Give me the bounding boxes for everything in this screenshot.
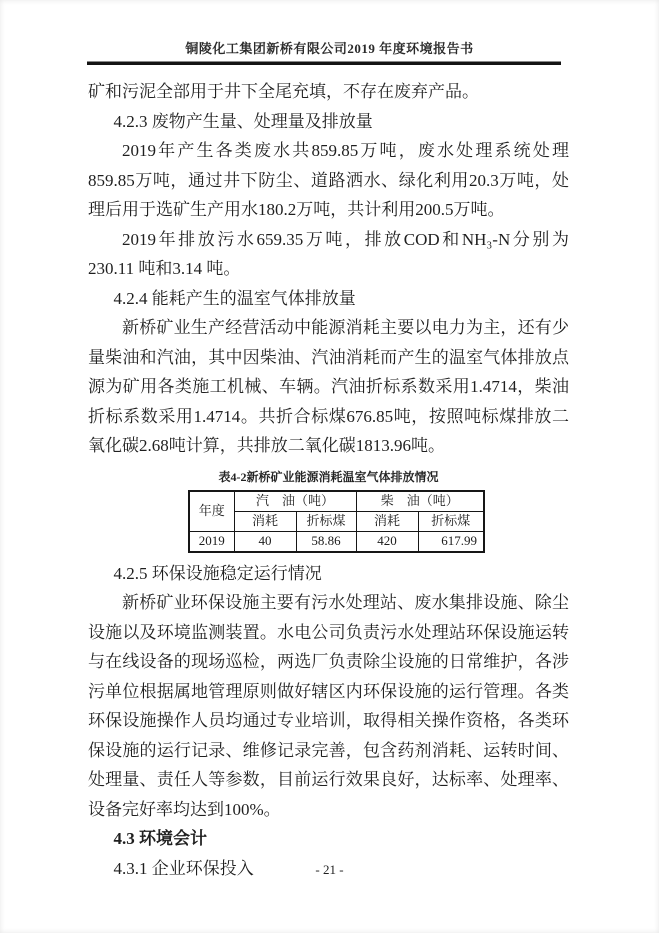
paragraph-facilities: 新桥矿业环保设施主要有污水处理站、废水集排设施、除尘设施以及环境监测装置。水电公司负责污水处理站环保设施运转与在线设备的现场巡检，两选厂负责除尘设施的日常维护，各涉污单位根据属地管理原则做好辖区内环保设施的运行管理。各类环保设施操作人员均通过专业培训，取得相关操作资格，各类环保设施的运行记录、维修记录完善，包含药剂消耗、运转时间、处理量、责任人等参数，目前运行效果良好，达标率、处理率、设备完好率均达到100%。	[88, 593, 569, 819]
cell-gas-coal: 58.86	[296, 531, 356, 552]
table-header-row-subs	[189, 511, 484, 531]
paragraph-discharge: 2019年排放污水659.35万吨，排放COD和NH₃-N分别为230.11 吨和3.14 吨。	[88, 229, 569, 278]
heading-4-2-3: 4.2.3 废物产生量、处理量及排放量	[113, 111, 373, 131]
heading-4-2-4: 4.2.4 能耗产生的温室气体排放量	[113, 288, 356, 308]
paragraph-energy: 新桥矿业生产经营活动中能源消耗主要以电力为主，还有少量柴油和汽油，其中因柴油、汽油消耗而产生的温室气体排放点源为矿用各类施工机械、车辆。汽油折标系数采用1.4714，柴油折标系数采用1.4714。共折合标煤676.85吨，按照吨标煤排放二氧化碳2.68吨计算，共排放二氧化碳1813.96吨。	[88, 318, 569, 455]
cell-diesel-coal: 617.99	[418, 531, 484, 552]
page-header-title: 铜陵化工集团新桥有限公司2019 年度环境报告书	[185, 41, 474, 56]
cell-year: 2019	[189, 531, 234, 552]
table-header-row-groups	[189, 491, 484, 512]
table-4-2-caption: 表4-2新桥矿业能源消耗温室气体排放情况	[218, 469, 439, 484]
table-row	[189, 531, 484, 552]
page-number: - 21 -	[315, 862, 344, 877]
heading-4-2-5: 4.2.5 环保设施稳定运行情况	[113, 563, 322, 583]
table-header-diesel-group: 柴 油（吨）	[356, 491, 484, 512]
energy-consumption-table	[188, 490, 485, 553]
page-body	[88, 77, 569, 883]
table-header-diesel-coal: 折标煤	[418, 511, 484, 531]
table-header-year: 年度	[189, 491, 234, 532]
table-header-gasoline-group: 汽 油（吨）	[234, 491, 356, 512]
cell-gas-consumption: 40	[234, 531, 296, 552]
cell-diesel-consumption: 420	[356, 531, 418, 552]
paragraph-wastewater: 2019年产生各类废水共859.85万吨，废水处理系统处理859.85万吨，通过井下防尘、道路洒水、绿化利用20.3万吨，处理后用于选矿生产用水180.2万吨，共计利用200.5万吨。	[88, 141, 569, 219]
paragraph-continuation: 矿和污泥全部用于井下全尾充填，不存在废弃产品。	[88, 82, 479, 101]
table-header-gas-coal: 折标煤	[296, 511, 356, 531]
header-rule	[87, 61, 561, 65]
heading-4-3-1: 4.3.1 企业环保投入	[113, 858, 254, 878]
heading-4-3: 4.3 环境会计	[113, 829, 207, 848]
table-header-gas-consumption: 消耗	[234, 511, 296, 531]
table-header-diesel-consumption: 消耗	[356, 511, 418, 531]
